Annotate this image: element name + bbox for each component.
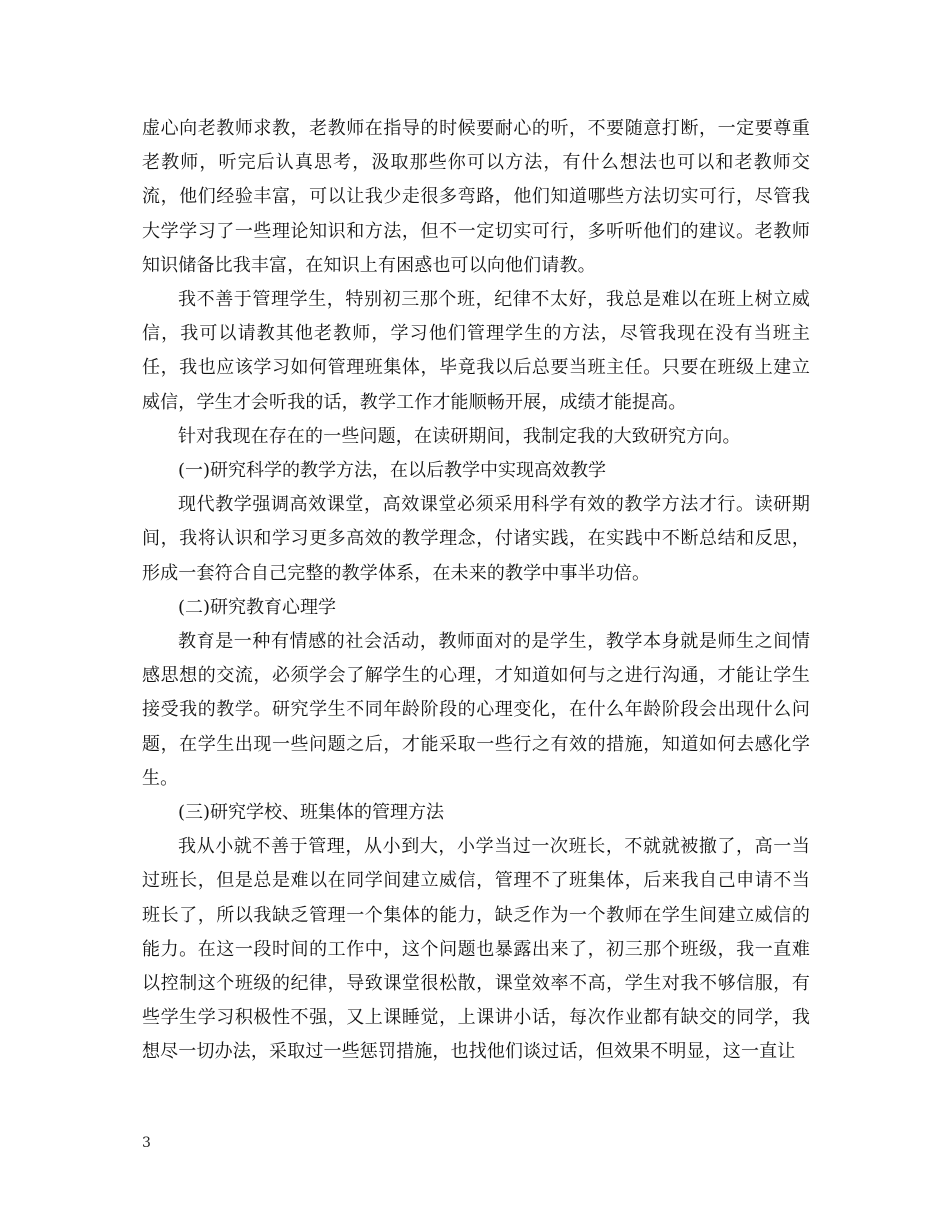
section-heading-2: (二)研究教育心理学 [178,596,337,618]
paragraph-2: 我不善于管理学生，特别初三那个班，纪律不太好，我总是难以在班上树立威信，我可以请教其他老教师，学习他们管理学生的方法，尽管我现在没有当班主任，我也应该学习如何管理班集体，毕竟我以后总要当班主任。只要在班级上建立威信，学生才会听我的话，教学工作才能顺畅开展，成绩才能提高。 [142,289,810,413]
paragraph-4: 现代教学强调高效课堂，高效课堂必须采用科学有效的教学方法才行。读研期间，我将认识和学习更多高效的教学理念，付诸实践，在实践中不断总结和反思，形成一套符合自己完整的教学体系，在未来的教学中事半功倍。 [142,494,810,584]
page-number: 3 [142,1135,151,1151]
paragraph-1: 虚心向老教师求教，老教师在指导的时候要耐心的听，不要随意打断，一定要尊重老教师，听完后认真思考，汲取那些你可以方法，有什么想法也可以和老教师交流，他们经验丰富，可以让我少走很多弯路，他们知道哪些方法切实可行，尽管我大学学习了一些理论知识和方法，但不一定切实可行，多听听他们的建议。老教师知识储备比我丰富，在知识上有困惑也可以向他们请教。 [142,118,810,276]
paragraph-3: 针对我现在存在的一些问题，在读研期间，我制定我的大致研究方向。 [178,425,741,447]
section-heading-3: (三)研究学校、班集体的管理方法 [178,802,445,824]
section-heading-1: (一)研究科学的教学方法，在以后教学中实现高效教学 [178,460,607,482]
paragraph-6: 我从小就不善于管理，从小到大，小学当过一次班长，不就就被撤了，高一当过班长，但是总是难以在同学间建立威信，管理不了班集体，后来我自己申请不当班长了，所以我缺乏管理一个集体的能力，缺乏作为一个教师在学生间建立威信的能力。在这一段时间的工作中，这个问题也暴露出来了，初三那个班级，我一直难以控制这个班级的纪律，导致课堂很松散，课堂效率不高，学生对我不够信服，有些学生学习积极性不强，又上课睡觉，上课讲小话，每次作业都有缺交的同学，我想尽一切办法，采取过一些惩罚措施，也找他们谈过话，但效果不明显，这一直让 [142,836,810,1063]
document-body [142,112,810,1070]
paragraph-5: 教育是一种有情感的社会活动，教师面对的是学生，教学本身就是师生之间情感思想的交流，必须学会了解学生的心理，才知道如何与之进行沟通，才能让学生接受我的教学。研究学生不同年龄阶段的心理变化，在什么年龄阶段会出现什么问题，在学生出现一些问题之后，才能采取一些行之有效的措施，知道如何去感化学生。 [142,631,810,789]
